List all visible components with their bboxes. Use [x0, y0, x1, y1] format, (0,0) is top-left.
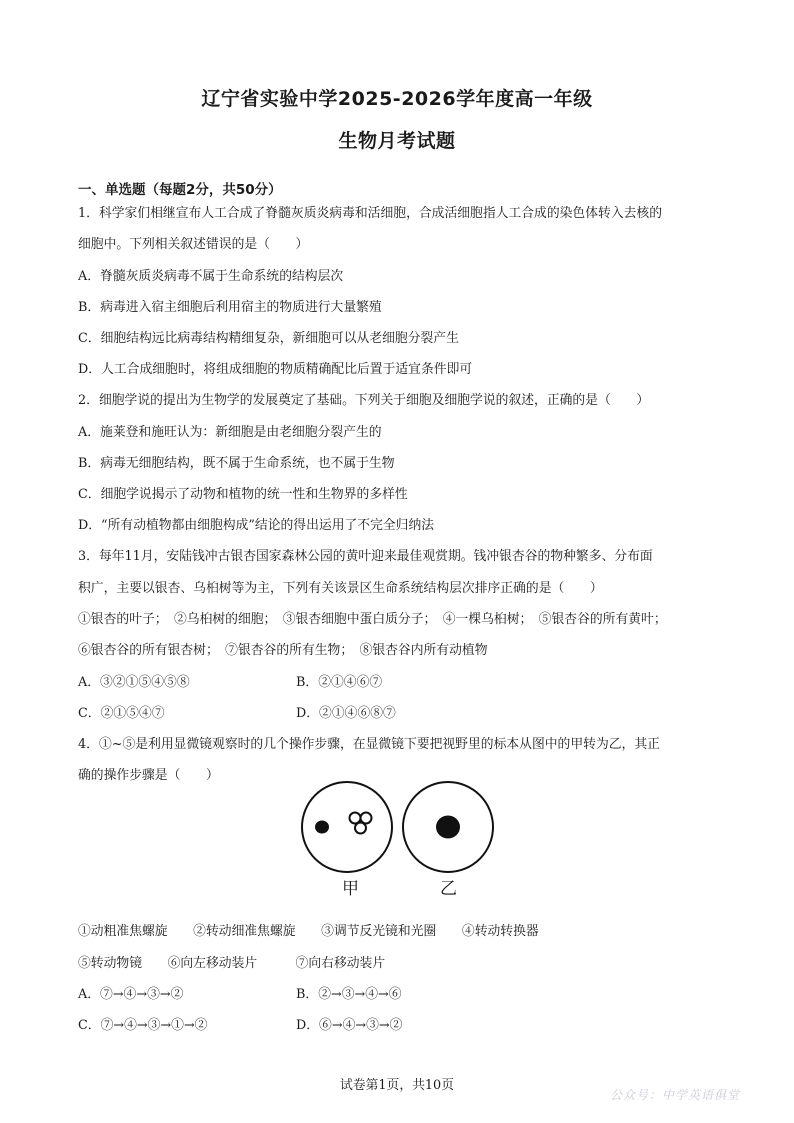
q3-option-a: A．③②①⑤④⑤⑧	[78, 675, 190, 690]
yi-specimen-dot	[436, 816, 460, 839]
q2-option-b: B．病毒无细胞结构，既不属于生命系统，也不属于生物	[78, 456, 395, 471]
q3-stem-line2: 积广，主要以银杏、乌桕树等为主，下列有关该景区生命系统结构层次排序正确的是（ ）	[78, 581, 603, 596]
q2-option-a: A．施莱登和施旺认为：新细胞是由老细胞分裂产生的	[78, 425, 382, 440]
q1-option-a: A．脊髓灰质炎病毒不属于生命系统的结构层次	[78, 269, 344, 284]
q1-option-b: B．病毒进入宿主细胞后利用宿主的物质进行大量繁殖	[78, 300, 382, 315]
jia-specimen-dot	[315, 821, 329, 834]
q1-option-c: C．细胞结构远比病毒结构精细复杂，新细胞可以从老细胞分裂产生	[78, 331, 459, 346]
microscope-field-figure	[300, 780, 500, 900]
q4-option-d: D．⑥→④→③→②	[296, 1018, 403, 1033]
q2-option-c: C．细胞学说揭示了动物和植物的统一性和生物界的多样性	[78, 487, 408, 502]
q4-steps-line2: ⑤转动物镜 ⑥向左移动装片 ⑦向右移动装片	[78, 956, 386, 971]
q3-items-line1: ①银杏的叶子； ②乌桕树的细胞； ③银杏细胞中蛋白质分子； ④一棵乌桕树； ⑤银杏谷的所有黄叶；	[78, 612, 667, 627]
jia-cell-3	[355, 823, 366, 834]
q4-stem-line1: 4．①~⑤是利用显微镜观察时的几个操作步骤，在显微镜下要把视野里的标本从图中的甲转为乙，其正	[78, 737, 660, 752]
figure-label-yi: 乙	[440, 879, 457, 899]
q4-stem-line2: 确的操作步骤是（ ）	[78, 768, 219, 783]
q1-stem-line2: 细胞中。下列相关叙述错误的是（ ）	[78, 237, 309, 252]
q3-option-b: B．②①④⑥⑦	[296, 675, 383, 690]
q4-option-b: B．②→③→④→⑥	[296, 987, 402, 1002]
q3-items-line2: ⑥银杏谷的所有银杏树； ⑦银杏谷的所有生物； ⑧银杏谷内所有动植物	[78, 643, 488, 658]
figure-label-jia: 甲	[342, 879, 359, 899]
q3-stem-line1: 3．每年11月，安陆钱冲古银杏国家森林公园的黄叶迎来最佳观赏期。钱冲银杏谷的物种繁多、分布面	[78, 549, 653, 564]
page-footer: 试卷第1页，共10页	[339, 1078, 454, 1093]
q4-option-a: A．⑦→④→③→②	[78, 987, 184, 1002]
q4-steps-line1: ①动粗准焦螺旋 ②转动细准焦螺旋 ③调节反光镜和光圈 ④转动转换器	[78, 924, 539, 939]
q1-stem-line1: 1．科学家们相继宣布人工合成了脊髓灰质炎病毒和活细胞，合成活细胞指人工合成的染色体转入去核的	[78, 206, 663, 221]
q1-option-d: D．人工合成细胞时，将组成细胞的物质精确配比后置于适宜条件即可	[78, 362, 473, 377]
exam-title: 辽宁省实验中学2025-2026学年度高一年级	[201, 88, 593, 110]
q2-stem: 2．细胞学说的提出为生物学的发展奠定了基础。下列关于细胞及细胞学说的叙述，正确的是（ ）	[78, 393, 650, 408]
section-heading: 一、单选题（每题2分，共50分）	[78, 182, 282, 198]
q3-option-c: C．②①⑤④⑦	[78, 706, 165, 721]
q3-option-d: D．②①④⑥⑧⑦	[296, 706, 396, 721]
exam-subtitle: 生物月考试题	[338, 130, 456, 152]
q2-option-d: D．“所有动植物都由细胞构成”结论的得出运用了不完全归纳法	[78, 518, 435, 533]
q4-option-c: C．⑦→④→③→①→②	[78, 1018, 208, 1033]
watermark: 公众号：中学英语俱堂	[610, 1088, 741, 1102]
